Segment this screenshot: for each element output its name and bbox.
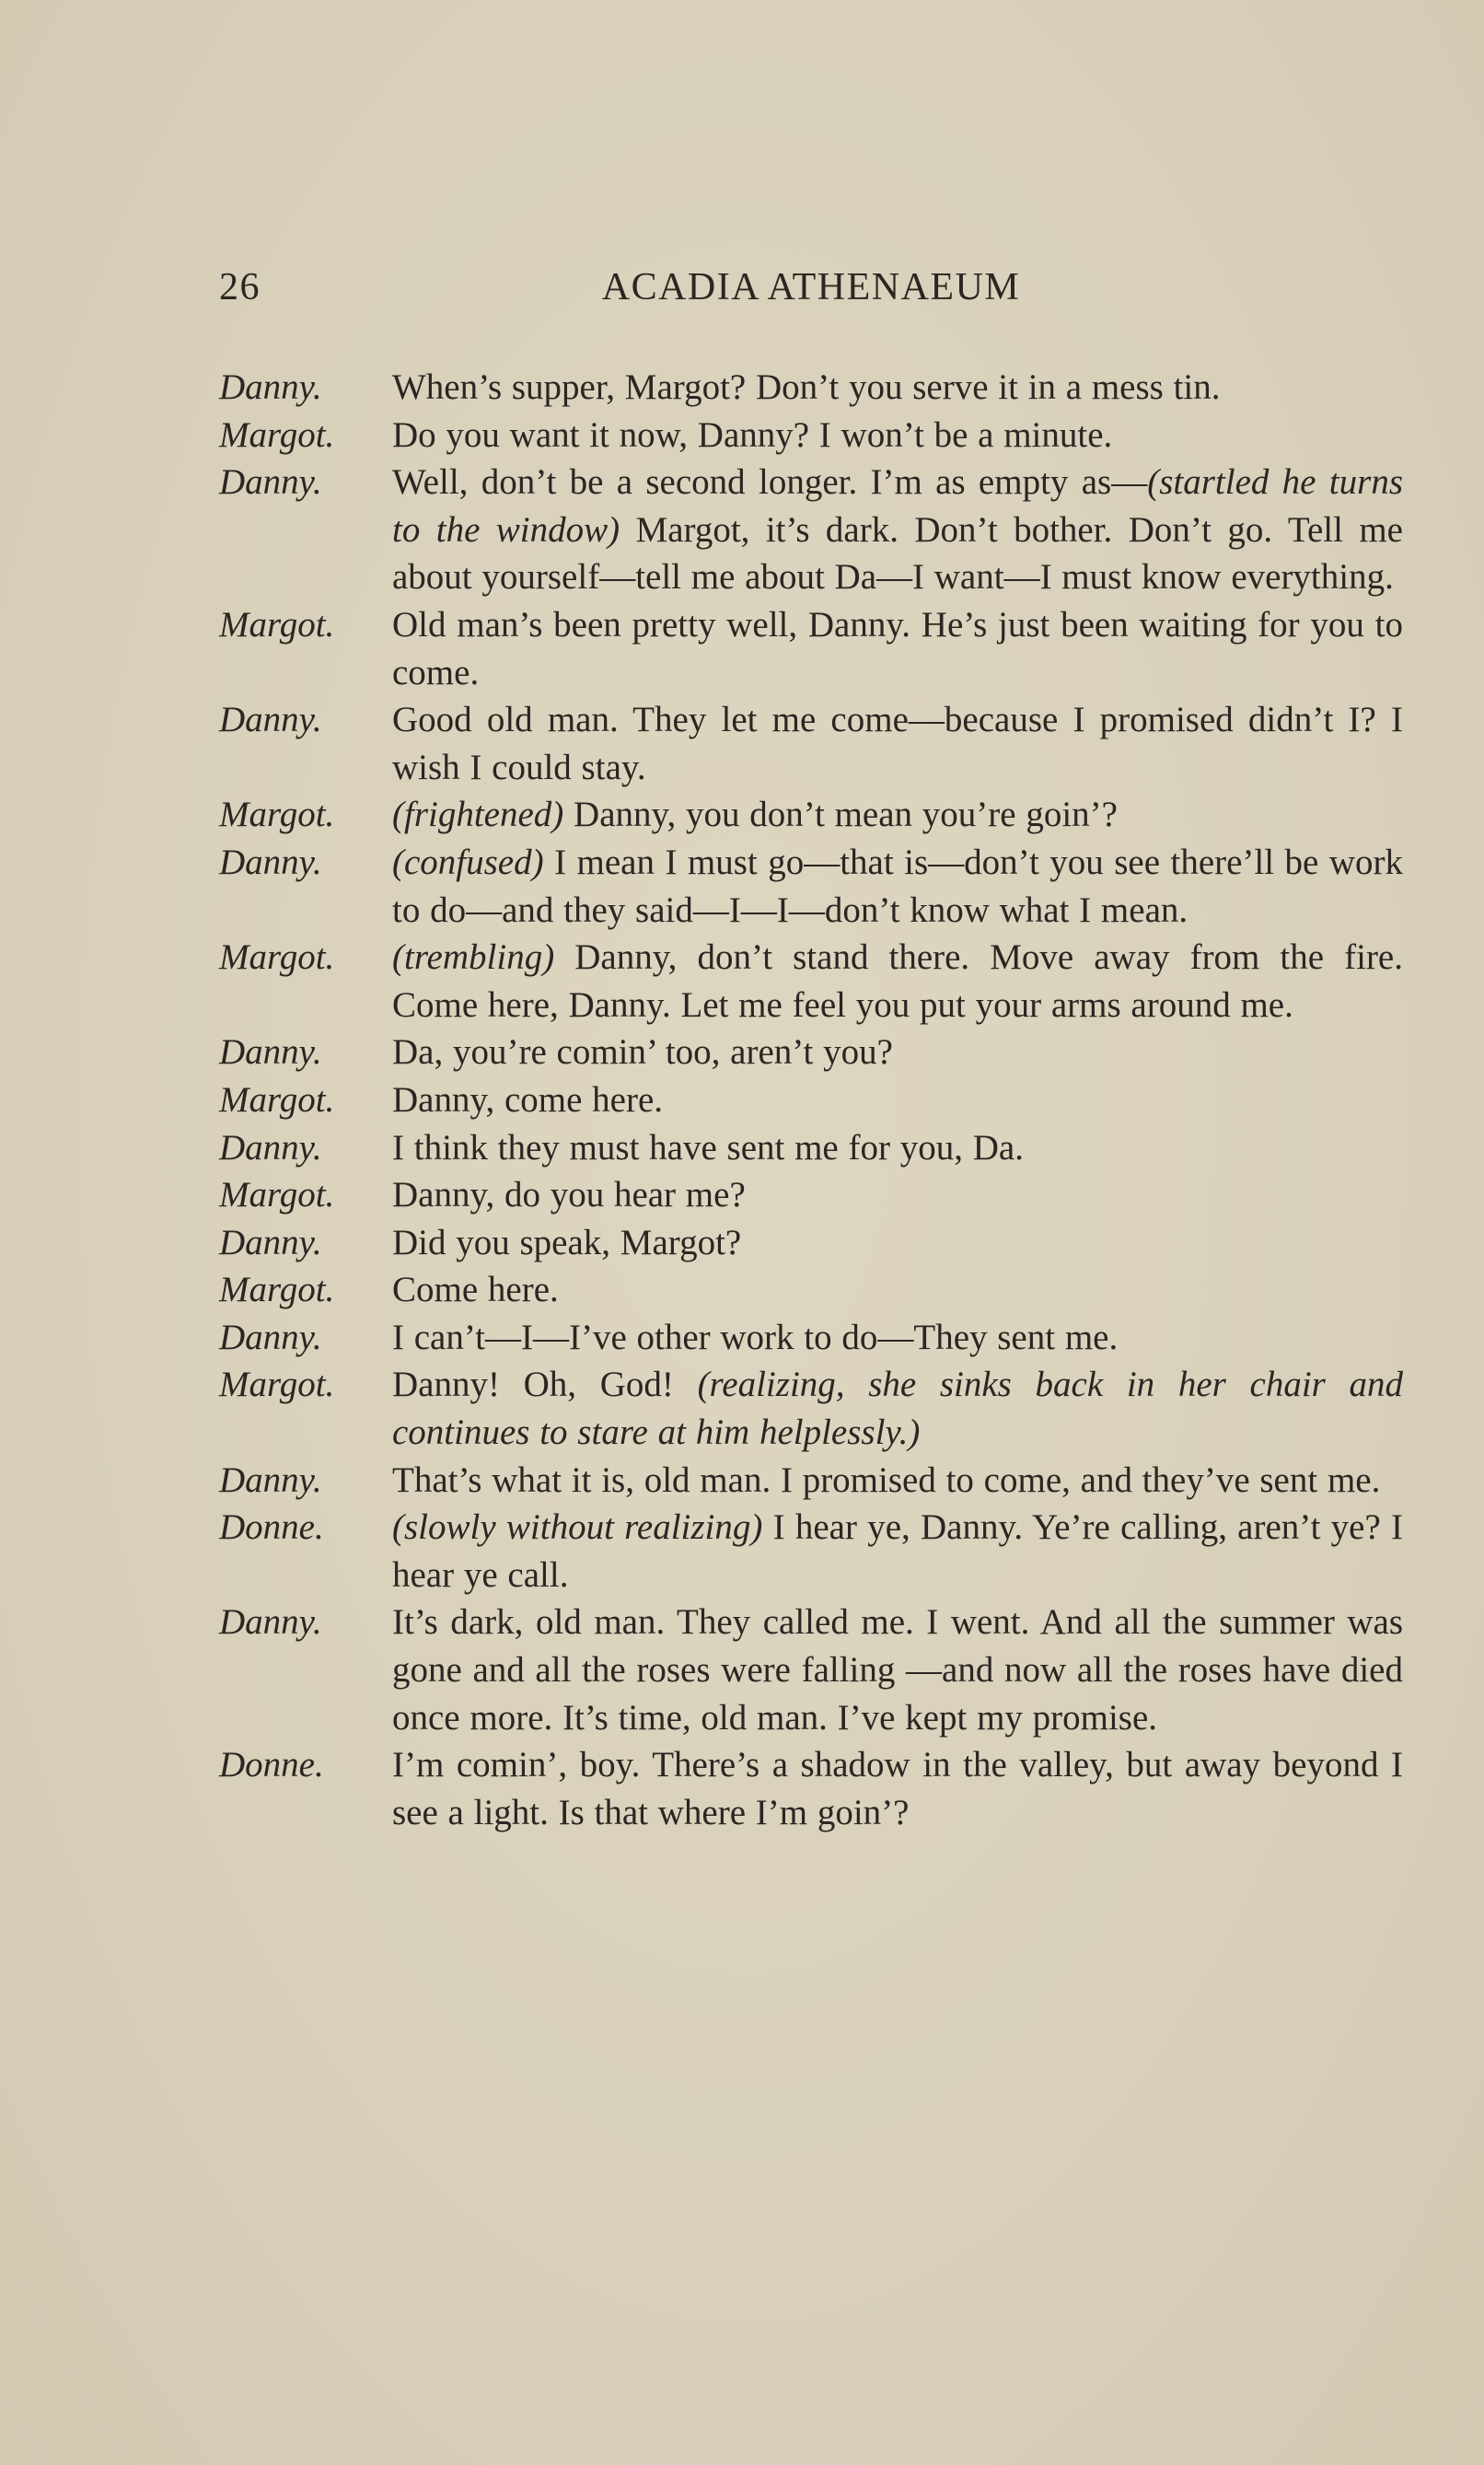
spoken-line: That’s what it is, old man. I promised to come, and they’ve sent me. [392,1459,1381,1500]
dialogue-entry [219,934,1403,1029]
speech-text [381,1457,1403,1505]
dialogue-entry [219,839,1403,934]
dialogue-entry [219,1124,1403,1172]
speech-text [381,1029,1403,1076]
dialogue-entry [219,1504,1403,1599]
spoken-line: Danny! Oh, God! [392,1365,698,1405]
speaker-name: Margot. [219,1175,335,1215]
speaker-name: Danny. [219,462,322,503]
speaker-name: Margot. [219,1270,335,1310]
stage-direction: (confused) [392,842,544,882]
speaker-name: Margot. [219,414,335,455]
speaker-name: Margot. [219,1079,335,1120]
speaker-name: Danny. [219,842,322,882]
speech-text [381,1741,1403,1836]
speech-text [381,934,1403,1029]
stage-direction: (startled he turns to the window) [392,462,1403,550]
spoken-line: I’m comin’, boy. There’s a shadow in the valley, but away beyond I see a light. Is that where I’m goin’? [392,1745,1403,1832]
speech-text [381,1171,1403,1219]
speech-text [381,412,1403,459]
dialogue-entry [219,1314,1403,1362]
speech-text [381,1504,1403,1599]
spoken-line: Do you want it now, Danny? I won’t be a minute. [392,414,1113,455]
dialogue-entry [219,1599,1403,1741]
stage-direction: (slowly without realizing) [392,1507,763,1548]
dialogue-entry [219,1741,1403,1836]
spoken-line: I mean I must go—that is—don’t you see there’ll be work to do—and they said—I—I—don’t know what I mean. [392,842,1403,930]
speaker-name: Danny. [219,1127,322,1168]
spoken-line: I think they must have sent me for you, Da. [392,1127,1024,1168]
dialogue-entry [219,1171,1403,1219]
spoken-line: I can’t—I—I’ve other work to do—They sent me. [392,1317,1119,1357]
page-header [219,265,1403,317]
speech-text [381,839,1403,934]
spoken-line: Old man’s been pretty well, Danny. He’s just been waiting for you to come. [392,604,1403,692]
spoken-line: Well, don’t be a second longer. I’m as empty as— [392,462,1148,503]
dialogue-entry [219,1029,1403,1076]
stage-direction: (realizing, she sinks back in her chair and continues to stare at him helplessly.) [392,1365,1404,1453]
speaker-name: Margot. [219,937,335,978]
speaker-name: Danny. [219,700,322,740]
dialogue-entry [219,791,1403,839]
speech-text [381,1599,1403,1741]
speech-text [381,459,1403,601]
dialogue-list [219,364,1403,1836]
speech-text [381,1219,1403,1267]
spoken-line: It’s dark, old man. They called me. I went. And all the summer was gone and all the roses were falling —and now all the roses have died once more. It’s time, old man. I’ve kept my promise. [392,1602,1403,1738]
spoken-line: Margot, it’s dark. Don’t bother. Don’t go. Tell me about yourself—tell me about Da—I want—I must know everything. [392,509,1403,598]
dialogue-entry [219,412,1403,459]
speaker-name: Danny. [219,1602,322,1643]
speaker-name: Danny. [219,1222,322,1262]
dialogue-entry [219,459,1403,601]
running-title: ACADIA ATHENAEUM [601,266,1021,308]
stage-direction: (frightened) [392,795,564,835]
spoken-line: Good old man. They let me come—because I promised didn’t I? I wish I could stay. [392,700,1403,787]
spoken-line: Danny, come here. [392,1079,664,1120]
speaker-name: Danny. [219,1459,322,1500]
speech-text [381,1076,1403,1124]
speaker-name: Danny. [219,1032,322,1073]
speaker-name: Donne. [219,1745,324,1785]
speaker-name: Donne. [219,1507,324,1548]
spoken-line: Danny, you don’t mean you’re goin’? [563,795,1118,835]
speech-text [381,696,1403,791]
speaker-name: Margot. [219,795,335,835]
speech-text [381,1124,1403,1172]
dialogue-entry [219,1361,1403,1456]
dialogue-entry [219,1266,1403,1314]
dialogue-entry [219,1076,1403,1124]
dialogue-entry [219,601,1403,696]
spoken-line: Danny, don’t stand there. Move away from the fire. Come here, Danny. Let me feel you put your arms around me. [392,937,1403,1025]
dialogue-entry [219,696,1403,791]
spoken-line: Danny, do you hear me? [392,1175,746,1215]
page-number: 26 [219,266,261,308]
spoken-line: I hear ye, Danny. Ye’re calling, aren’t ye? I hear ye call. [392,1507,1403,1595]
spoken-line: Da, you’re comin’ too, aren’t you? [392,1032,893,1073]
speech-text [381,1314,1403,1362]
dialogue-entry [219,364,1403,412]
spoken-line: Come here. [392,1270,559,1310]
speaker-name: Margot. [219,1365,335,1405]
spoken-line: When’s supper, Margot? Don’t you serve it in a mess tin. [392,367,1221,407]
speech-text [381,1266,1403,1314]
dialogue-entry [219,1457,1403,1505]
speech-text [381,601,1403,696]
speech-text [381,791,1403,839]
speech-text [381,1361,1403,1456]
speaker-name: Danny. [219,1317,322,1357]
speaker-name: Danny. [219,367,322,407]
speaker-name: Margot. [219,604,335,645]
speech-text [381,364,1403,412]
stage-direction: (trembling) [392,937,555,978]
spoken-line: Did you speak, Margot? [392,1222,742,1262]
dialogue-entry [219,1219,1403,1267]
